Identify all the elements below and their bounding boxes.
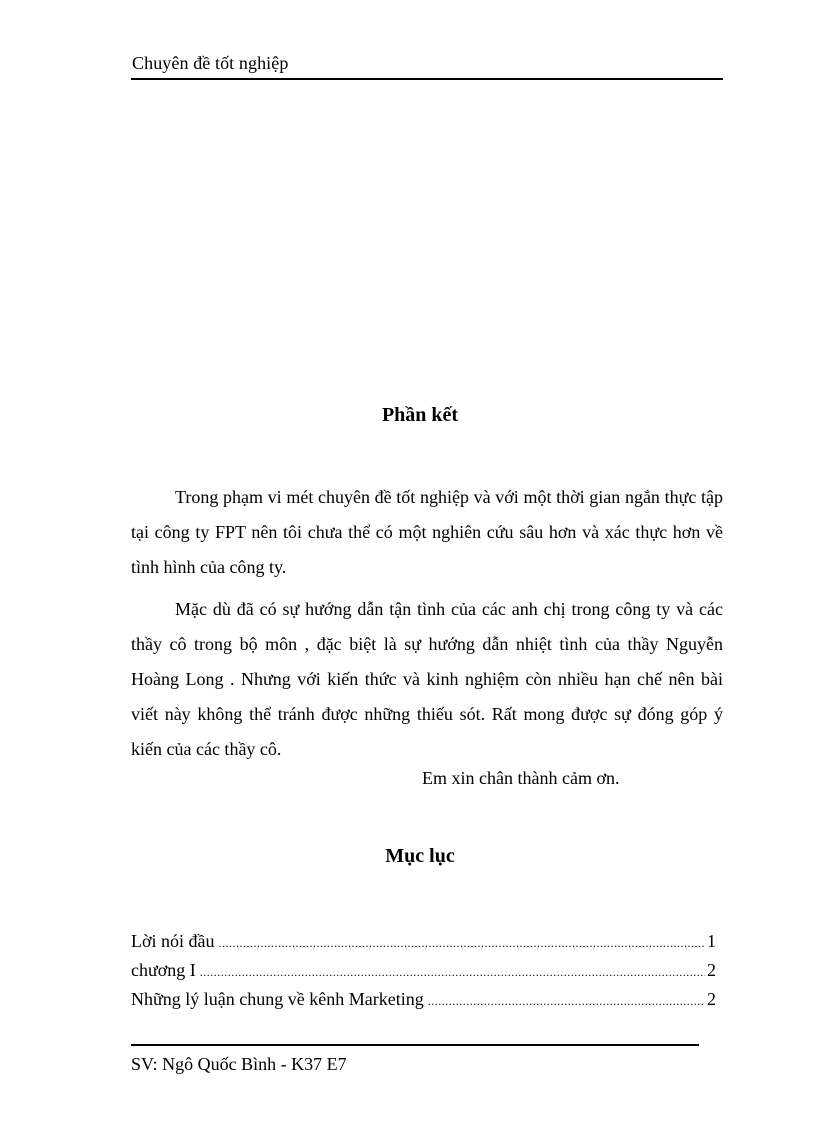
toc-title: Mục lục (385, 845, 455, 867)
toc-dot-leader (428, 988, 705, 1015)
toc-dot-leader (200, 959, 705, 986)
toc-entry-page: 2 (707, 989, 716, 1009)
closing-line: Em xin chân thành cảm ơn. (422, 768, 620, 788)
paragraph-text: Mặc dù đã có sự hướng dẫn tận tình của các anh chị trong công ty và các thầy cô trong bộ môn , đặc biệt là sự hướng dẫn nhiệt tình của thầy Nguyễn Hoàng Long . Nhưng với kiến thức và kinh nghiệm còn nhiều hạn chế nên bài viết này không thể tránh được những thiếu sót. Rất mong được sự đóng góp ý kiến của các thầy cô. (131, 599, 723, 759)
toc-entry[interactable] (131, 986, 716, 1015)
conclusion-title: Phần kết (381, 404, 459, 426)
toc-dot-leader (219, 930, 705, 957)
table-of-contents (131, 928, 716, 1015)
toc-entry-label: Những lý luận chung về kênh Marketing (131, 989, 424, 1009)
toc-entry-page: 1 (707, 931, 716, 951)
page-header (131, 52, 723, 80)
toc-entry[interactable] (131, 928, 716, 957)
paragraph-text: Trong phạm vi mét chuyên đề tốt nghiệp và với một thời gian ngắn thực tập tại công ty FPT nên tôi chưa thể có một nghiên cứu sâu hơn và xác thực hơn về tình hình của công ty. (131, 487, 723, 577)
footer-text: SV: Ngô Quốc Bình - K37 E7 (131, 1054, 347, 1074)
conclusion-paragraph-2 (131, 592, 723, 767)
header-title: Chuyên đề tốt nghiệp (132, 53, 289, 73)
toc-entry-page: 2 (707, 960, 716, 980)
toc-entry[interactable] (131, 957, 716, 986)
toc-entry-label: chương I (131, 960, 196, 980)
conclusion-paragraph-1 (131, 480, 723, 585)
footer-divider (131, 1044, 699, 1046)
toc-entry-label: Lời nói đầu (131, 931, 215, 951)
